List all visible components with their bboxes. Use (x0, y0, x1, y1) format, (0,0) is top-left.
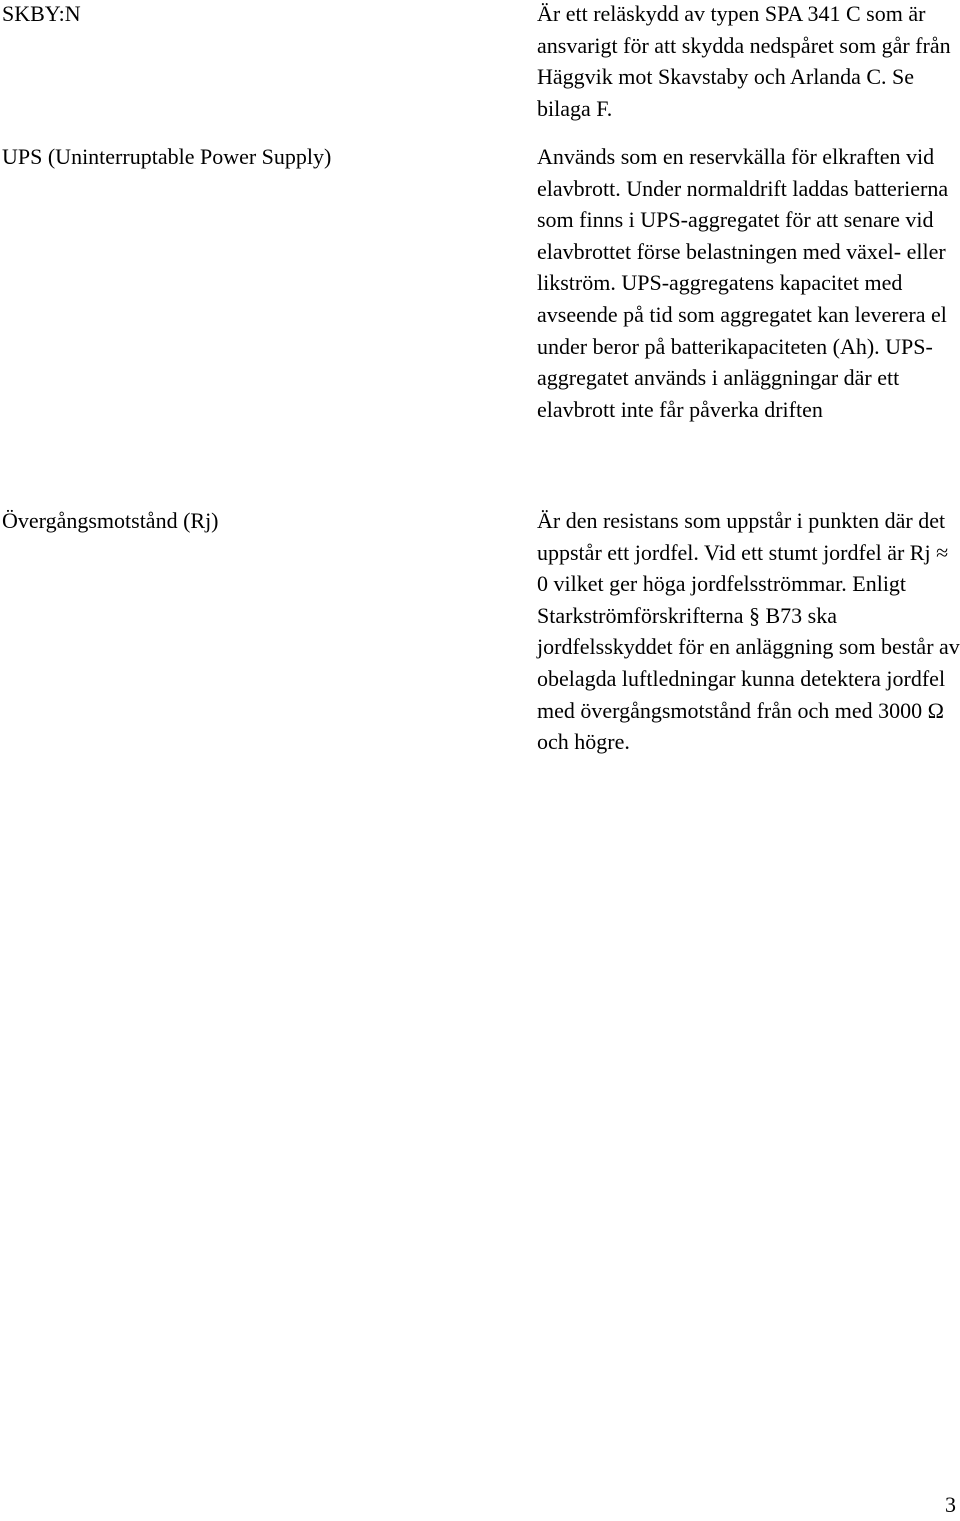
term-overgangsmotstand: Övergångsmotstånd (Rj) (2, 508, 219, 533)
definition-skbyn: Är ett reläskydd av typen SPA 341 C som är ansvarigt för att skydda nedspåret som går från Häggvik mot Skavstaby och Arlanda C. Se bilaga F. (537, 1, 951, 121)
definition-ups: Används som en reservkälla för elkraften vid elavbrott. Under normaldrift laddas batterierna som finns i UPS-aggregatet för att senare vid elavbrottet förse belastningen med växel- eller likström. UPS-aggregatens kapacitet med avseende på tid som aggregatet kan leverera el under beror på batterikapaciteten (Ah). UPS-aggregatet används i anläggningar där ett elavbrott inte får påverka driften (537, 144, 949, 422)
definition-overgangsmotstand: Är den resistans som uppstår i punkten där det uppstår ett jordfel. Vid ett stumt jordfel är Rj ≈ 0 vilket ger höga jordfelsströmmar. Enligt Starkströmförskrifterna § B73 ska jordfelsskyddet för en anläggning som består av obelagda luftledningar kunna detektera jordfel med övergångsmotstånd från och med 3000 Ω och högre. (537, 508, 960, 755)
term-ups: UPS (Uninterruptable Power Supply) (2, 144, 332, 169)
page-number: 3 (945, 1492, 956, 1517)
term-skbyn: SKBY:N (2, 1, 81, 26)
